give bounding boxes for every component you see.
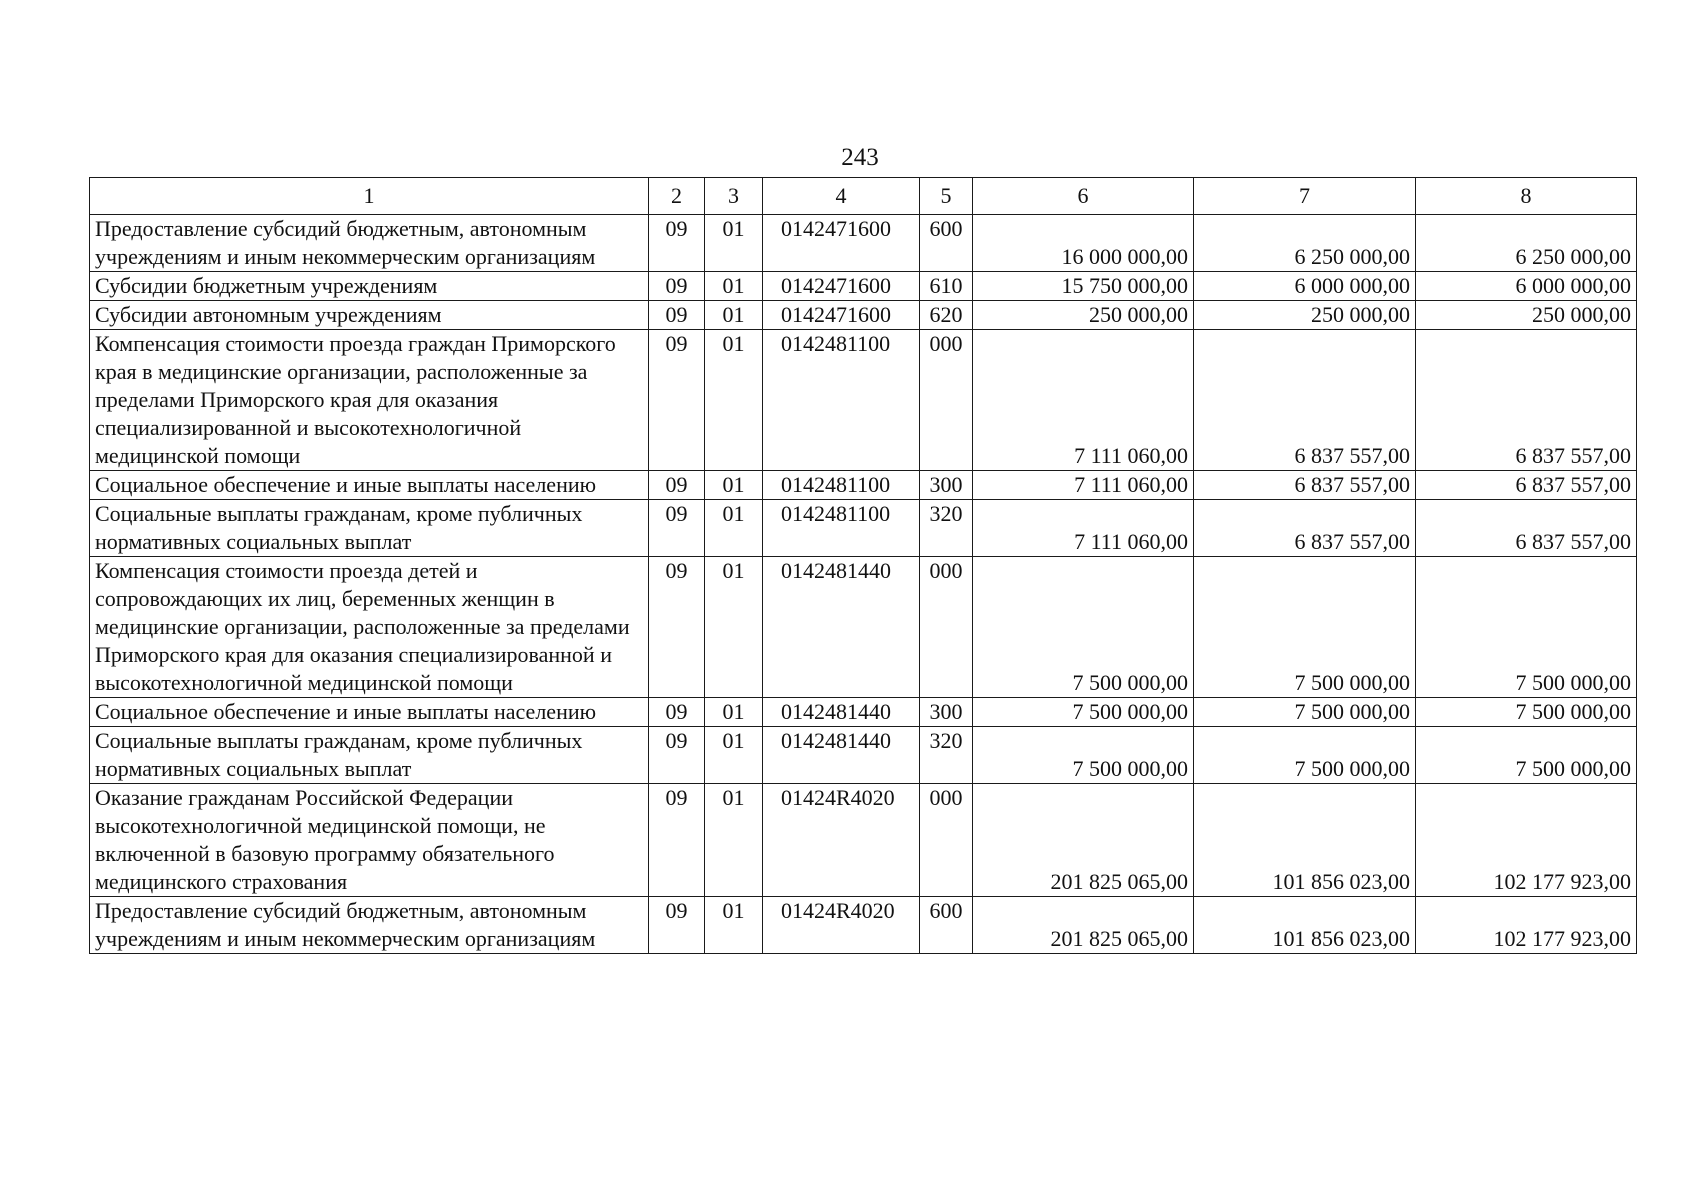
- table-row: [90, 500, 1637, 557]
- row-section: 09: [649, 727, 705, 784]
- row-amount-col6: 7 500 000,00: [973, 698, 1194, 727]
- row-amount-col6: 250 000,00: [973, 301, 1194, 330]
- row-amount-col6: 201 825 065,00: [973, 784, 1194, 897]
- row-target-article: 0142471600: [763, 301, 920, 330]
- row-expense-type: 620: [920, 301, 973, 330]
- row-amount-col6: 7 500 000,00: [973, 727, 1194, 784]
- table-row: [90, 557, 1637, 698]
- row-amount-col7: 6 837 557,00: [1194, 500, 1416, 557]
- row-target-article: 0142481440: [763, 727, 920, 784]
- row-amount-col8: 6 837 557,00: [1416, 330, 1637, 471]
- table-row: [90, 727, 1637, 784]
- row-subsection: 01: [705, 557, 763, 698]
- header-cell-3: 3: [705, 178, 763, 215]
- row-amount-col7: 7 500 000,00: [1194, 698, 1416, 727]
- table-row: [90, 301, 1637, 330]
- header-cell-6: 6: [973, 178, 1194, 215]
- row-name: Компенсация стоимости проезда граждан Приморского края в медицинские организации, расположенные за пределами Приморского края для оказания специализированной и высокотехнологичной медицинской помощи: [90, 330, 649, 471]
- row-amount-col7: 7 500 000,00: [1194, 727, 1416, 784]
- table-row: [90, 272, 1637, 301]
- header-cell-2: 2: [649, 178, 705, 215]
- row-amount-col6: 7 111 060,00: [973, 330, 1194, 471]
- row-name: Субсидии автономным учреждениям: [90, 301, 649, 330]
- row-amount-col7: 7 500 000,00: [1194, 557, 1416, 698]
- row-subsection: 01: [705, 301, 763, 330]
- row-amount-col7: 6 250 000,00: [1194, 215, 1416, 272]
- row-section: 09: [649, 272, 705, 301]
- row-subsection: 01: [705, 215, 763, 272]
- row-section: 09: [649, 500, 705, 557]
- row-section: 09: [649, 215, 705, 272]
- row-subsection: 01: [705, 500, 763, 557]
- row-expense-type: 610: [920, 272, 973, 301]
- row-amount-col8: 6 837 557,00: [1416, 471, 1637, 500]
- table-header: [90, 178, 1637, 215]
- row-expense-type: 600: [920, 215, 973, 272]
- header-cell-7: 7: [1194, 178, 1416, 215]
- table-row: [90, 897, 1637, 954]
- row-target-article: 0142471600: [763, 272, 920, 301]
- page-number: 243: [841, 144, 879, 171]
- row-amount-col7: 6 837 557,00: [1194, 471, 1416, 500]
- table-row: [90, 698, 1637, 727]
- row-target-article: 0142481100: [763, 330, 920, 471]
- row-subsection: 01: [705, 698, 763, 727]
- row-name: Социальное обеспечение и иные выплаты населению: [90, 698, 649, 727]
- row-subsection: 01: [705, 727, 763, 784]
- row-amount-col7: 6 837 557,00: [1194, 330, 1416, 471]
- table-body: [90, 215, 1637, 954]
- row-amount-col8: 7 500 000,00: [1416, 727, 1637, 784]
- row-target-article: 01424R4020: [763, 897, 920, 954]
- row-amount-col8: 250 000,00: [1416, 301, 1637, 330]
- row-subsection: 01: [705, 784, 763, 897]
- table-row: [90, 330, 1637, 471]
- row-section: 09: [649, 330, 705, 471]
- row-amount-col6: 16 000 000,00: [973, 215, 1194, 272]
- row-target-article: 0142481100: [763, 471, 920, 500]
- row-target-article: 0142481100: [763, 500, 920, 557]
- row-name: Субсидии бюджетным учреждениям: [90, 272, 649, 301]
- row-amount-col8: 6 250 000,00: [1416, 215, 1637, 272]
- row-amount-col8: 6 837 557,00: [1416, 500, 1637, 557]
- row-section: 09: [649, 698, 705, 727]
- row-amount-col6: 7 111 060,00: [973, 471, 1194, 500]
- row-target-article: 0142481440: [763, 557, 920, 698]
- header-row: [90, 178, 1637, 215]
- row-target-article: 0142481440: [763, 698, 920, 727]
- row-target-article: 0142471600: [763, 215, 920, 272]
- row-expense-type: 300: [920, 698, 973, 727]
- table-row: [90, 784, 1637, 897]
- row-amount-col6: 201 825 065,00: [973, 897, 1194, 954]
- row-name: Предоставление субсидий бюджетным, автономным учреждениям и иным некоммерческим организациям: [90, 215, 649, 272]
- row-amount-col8: 7 500 000,00: [1416, 557, 1637, 698]
- row-subsection: 01: [705, 897, 763, 954]
- header-cell-4: 4: [763, 178, 920, 215]
- row-expense-type: 600: [920, 897, 973, 954]
- row-amount-col7: 101 856 023,00: [1194, 897, 1416, 954]
- row-expense-type: 300: [920, 471, 973, 500]
- row-name: Социальное обеспечение и иные выплаты населению: [90, 471, 649, 500]
- row-amount-col8: 102 177 923,00: [1416, 784, 1637, 897]
- row-section: 09: [649, 471, 705, 500]
- row-amount-col7: 250 000,00: [1194, 301, 1416, 330]
- row-amount-col7: 101 856 023,00: [1194, 784, 1416, 897]
- row-section: 09: [649, 557, 705, 698]
- table-row: [90, 471, 1637, 500]
- row-expense-type: 320: [920, 500, 973, 557]
- row-expense-type: 000: [920, 557, 973, 698]
- row-amount-col7: 6 000 000,00: [1194, 272, 1416, 301]
- table-row: [90, 215, 1637, 272]
- row-expense-type: 320: [920, 727, 973, 784]
- row-amount-col6: 7 500 000,00: [973, 557, 1194, 698]
- row-subsection: 01: [705, 272, 763, 301]
- row-name: Социальные выплаты гражданам, кроме публичных нормативных социальных выплат: [90, 727, 649, 784]
- row-section: 09: [649, 784, 705, 897]
- row-target-article: 01424R4020: [763, 784, 920, 897]
- row-amount-col8: 7 500 000,00: [1416, 698, 1637, 727]
- row-name: Оказание гражданам Российской Федерации высокотехнологичной медицинской помощи, не включенной в базовую программу обязательного медицинского страхования: [90, 784, 649, 897]
- header-cell-1: 1: [90, 178, 649, 215]
- row-subsection: 01: [705, 471, 763, 500]
- header-cell-8: 8: [1416, 178, 1637, 215]
- row-expense-type: 000: [920, 784, 973, 897]
- row-name: Предоставление субсидий бюджетным, автономным учреждениям и иным некоммерческим организациям: [90, 897, 649, 954]
- row-section: 09: [649, 301, 705, 330]
- row-amount-col8: 6 000 000,00: [1416, 272, 1637, 301]
- row-subsection: 01: [705, 330, 763, 471]
- row-amount-col6: 7 111 060,00: [973, 500, 1194, 557]
- budget-table: [89, 177, 1637, 954]
- row-name: Компенсация стоимости проезда детей и сопровождающих их лиц, беременных женщин в медицинские организации, расположенные за пределами Приморского края для оказания специализированной и высокотехнологичной медицинской помощи: [90, 557, 649, 698]
- header-cell-5: 5: [920, 178, 973, 215]
- row-amount-col8: 102 177 923,00: [1416, 897, 1637, 954]
- row-expense-type: 000: [920, 330, 973, 471]
- row-section: 09: [649, 897, 705, 954]
- row-amount-col6: 15 750 000,00: [973, 272, 1194, 301]
- row-name: Социальные выплаты гражданам, кроме публичных нормативных социальных выплат: [90, 500, 649, 557]
